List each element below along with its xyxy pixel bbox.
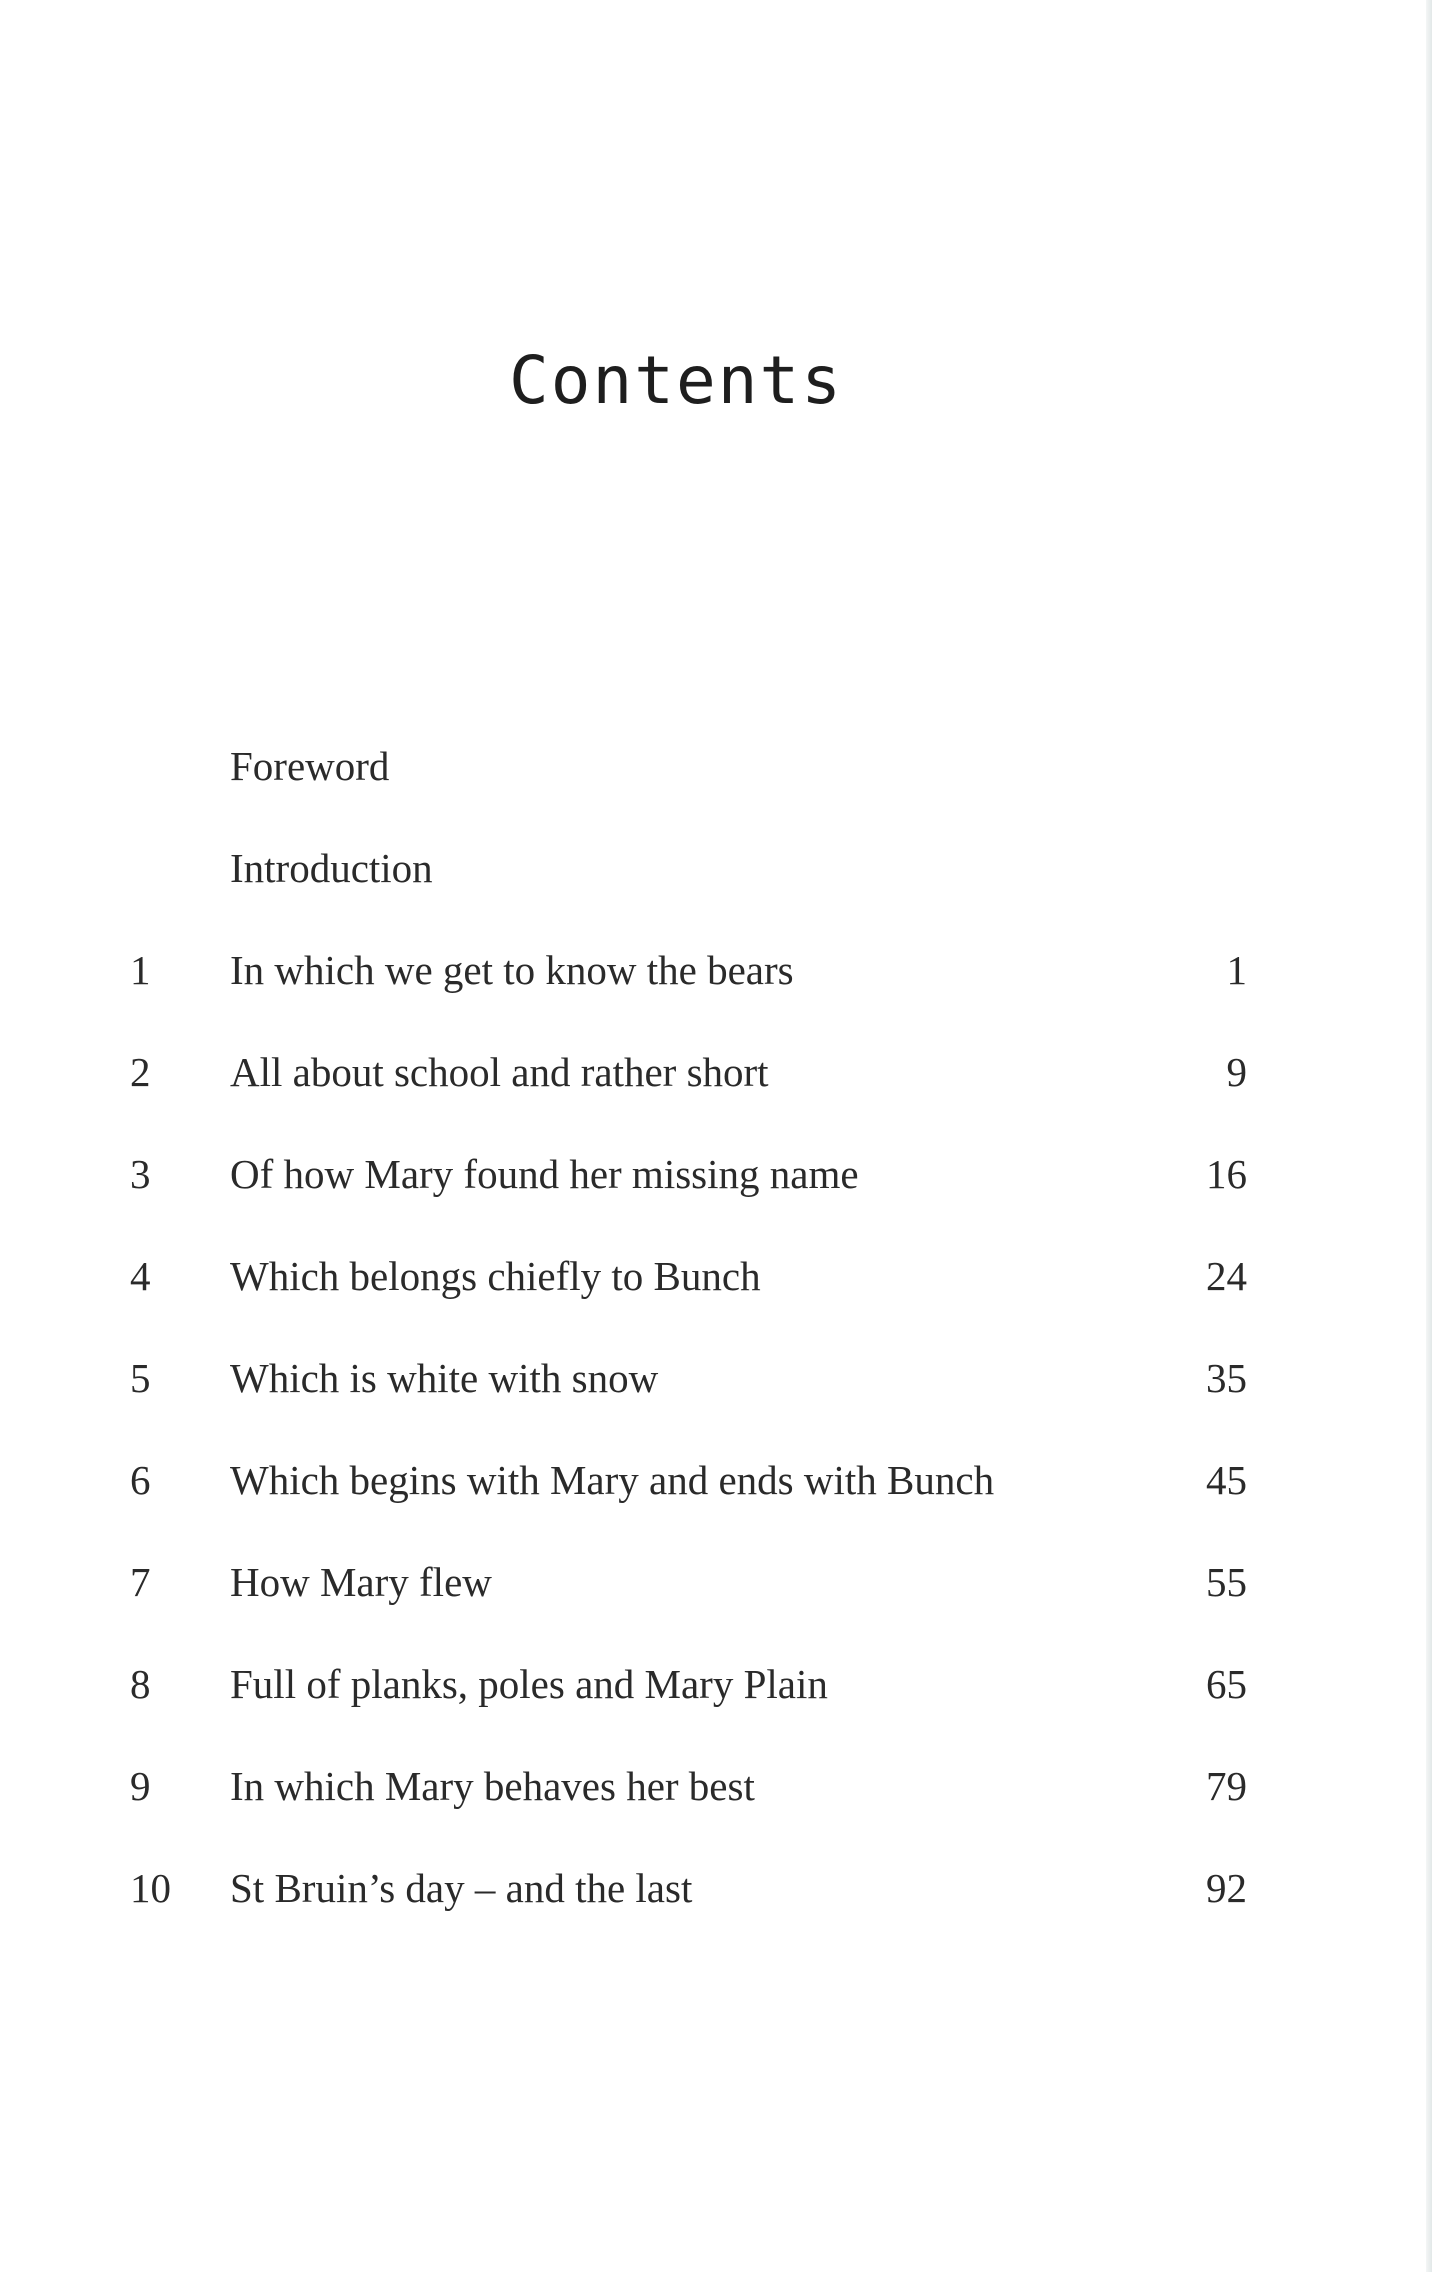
chapter-number: 9 [130, 1763, 151, 1809]
chapter-number: 8 [130, 1661, 151, 1707]
chapter-number: 6 [130, 1457, 151, 1503]
page-number: 45 [1206, 1457, 1247, 1503]
chapter-number: 7 [130, 1559, 151, 1605]
toc-entry-chapter-2 [0, 1041, 1432, 1143]
toc-entry-chapter-3 [0, 1143, 1432, 1245]
chapter-number: 4 [130, 1253, 151, 1299]
chapter-number: 2 [130, 1049, 151, 1095]
toc-entry-foreword [0, 735, 1432, 837]
chapter-title: Introduction [230, 845, 433, 891]
chapter-title: Of how Mary found her missing name [230, 1151, 859, 1197]
toc-entry-chapter-9 [0, 1755, 1432, 1857]
toc-entry-chapter-10 [0, 1857, 1432, 1959]
page-number: 24 [1206, 1253, 1247, 1299]
toc-entry-chapter-7 [0, 1551, 1432, 1653]
chapter-number: 1 [130, 947, 151, 993]
chapter-title: St Bruin’s day – and the last [230, 1865, 693, 1911]
toc-entry-chapter-1 [0, 939, 1432, 1041]
page-title: Contents [509, 342, 843, 420]
page-number: 1 [1226, 947, 1247, 993]
toc-entry-introduction [0, 837, 1432, 939]
toc-entry-chapter-8 [0, 1653, 1432, 1755]
page-number: 16 [1206, 1151, 1247, 1197]
chapter-title: Full of planks, poles and Mary Plain [230, 1661, 828, 1707]
chapter-title: Foreword [230, 743, 390, 789]
chapter-title: Which is white with snow [230, 1355, 659, 1401]
chapter-title: How Mary flew [230, 1559, 492, 1605]
toc-entry-chapter-6 [0, 1449, 1432, 1551]
table-of-contents [0, 735, 1432, 1959]
toc-entry-chapter-5 [0, 1347, 1432, 1449]
chapter-title: All about school and rather short [230, 1049, 769, 1095]
chapter-title: In which we get to know the bears [230, 947, 794, 993]
page-number: 55 [1206, 1559, 1247, 1605]
chapter-title: In which Mary behaves her best [230, 1763, 755, 1809]
page-number: 65 [1206, 1661, 1247, 1707]
chapter-number: 10 [130, 1865, 171, 1911]
toc-entry-chapter-4 [0, 1245, 1432, 1347]
chapter-number: 5 [130, 1355, 151, 1401]
page-number: 35 [1206, 1355, 1247, 1401]
chapter-number: 3 [130, 1151, 151, 1197]
chapter-title: Which begins with Mary and ends with Bunch [230, 1457, 995, 1503]
page-number: 9 [1226, 1049, 1247, 1095]
chapter-title: Which belongs chiefly to Bunch [230, 1253, 761, 1299]
page-number: 92 [1206, 1865, 1247, 1911]
page-number: 79 [1206, 1763, 1247, 1809]
